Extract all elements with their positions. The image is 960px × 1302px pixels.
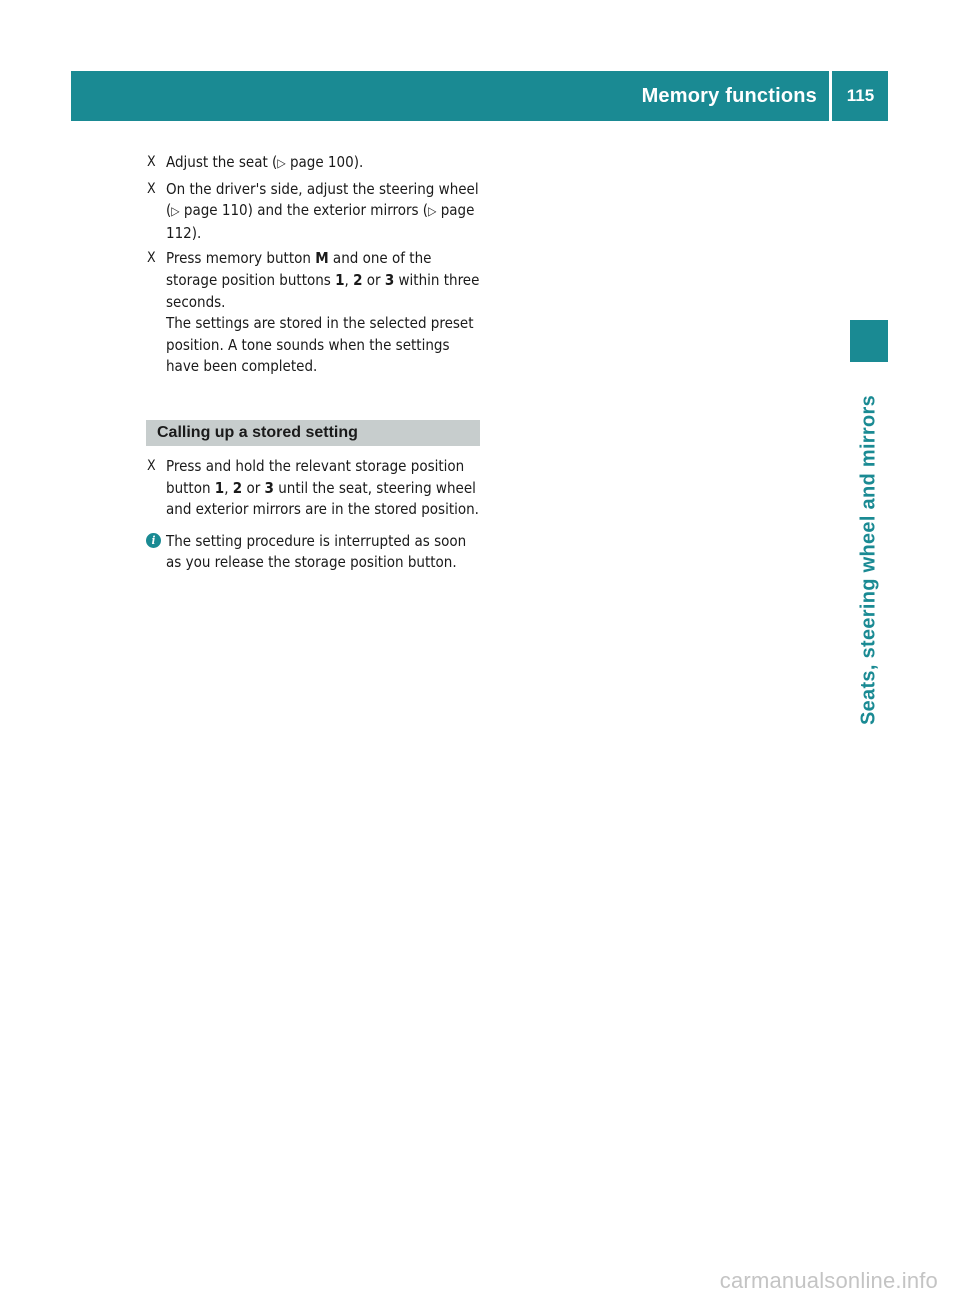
step-text: Press and hold the relevant storage position button [166,456,465,497]
ref-arrow-icon: ▷ [277,156,286,170]
page-number: 115 [846,86,875,105]
step-press-and-hold [146,456,480,521]
info-note [146,531,480,574]
chapter-side-label: Seats, steering wheel and mirrors [857,394,880,726]
section-heading: Calling up a stored setting [146,420,480,446]
step-result: The settings are stored in the selected preset position. A tone sounds when the settings have been completed. [166,314,474,376]
ref-arrow-icon: ▷ [428,204,437,219]
content-column [146,152,480,574]
step-marker-icon: X [147,154,156,170]
side-tab-marker [850,320,888,362]
step-marker-icon: X [147,180,156,197]
page-ref-link[interactable]: page 110 [183,201,248,220]
button-label-m: M [315,249,329,268]
header-bar [71,71,888,121]
step-text: ). [191,223,202,242]
step-marker-icon: X [147,457,156,474]
step-text: within three seconds. [166,270,480,311]
step-text: ) and the exterior mirrors ( [247,201,429,220]
step-text: or [242,478,265,497]
step-marker-icon: X [147,250,156,267]
step-press-memory-button [146,248,480,378]
step-text: ). [353,153,364,171]
step-text: On the driver's side, adjust the steering wheel ( [166,179,479,220]
section-title: Memory functions [641,84,817,107]
button-label-1: 1 [335,270,345,289]
button-label-2: 2 [353,270,363,289]
button-label-2: 2 [232,478,243,497]
step-text: and one of the storage position buttons [166,249,432,289]
note-text: The setting procedure is interrupted as soon as you release the storage position button. [166,531,467,572]
step-text: Adjust the seat ( [166,153,278,171]
ref-arrow-icon: ▷ [171,204,180,219]
button-label-1: 1 [214,478,225,497]
watermark: carmanualsonline.info [719,1268,938,1293]
header-divider [829,71,832,121]
step-text: or [362,270,385,289]
step-text: Press memory button [166,249,316,268]
step-text: , [224,478,233,497]
info-icon: i [146,533,161,548]
page-ref-link[interactable]: page 100 [289,153,354,171]
button-label-3: 3 [384,270,395,289]
page-ref-link[interactable]: page 112 [166,201,475,242]
step-text: , [344,270,354,289]
step-adjust-seat [146,152,480,175]
step-adjust-steering-mirrors [146,179,480,245]
button-label-3: 3 [264,478,274,497]
step-text: until the seat, steering wheel and exterior mirrors are in the stored position. [166,478,479,519]
